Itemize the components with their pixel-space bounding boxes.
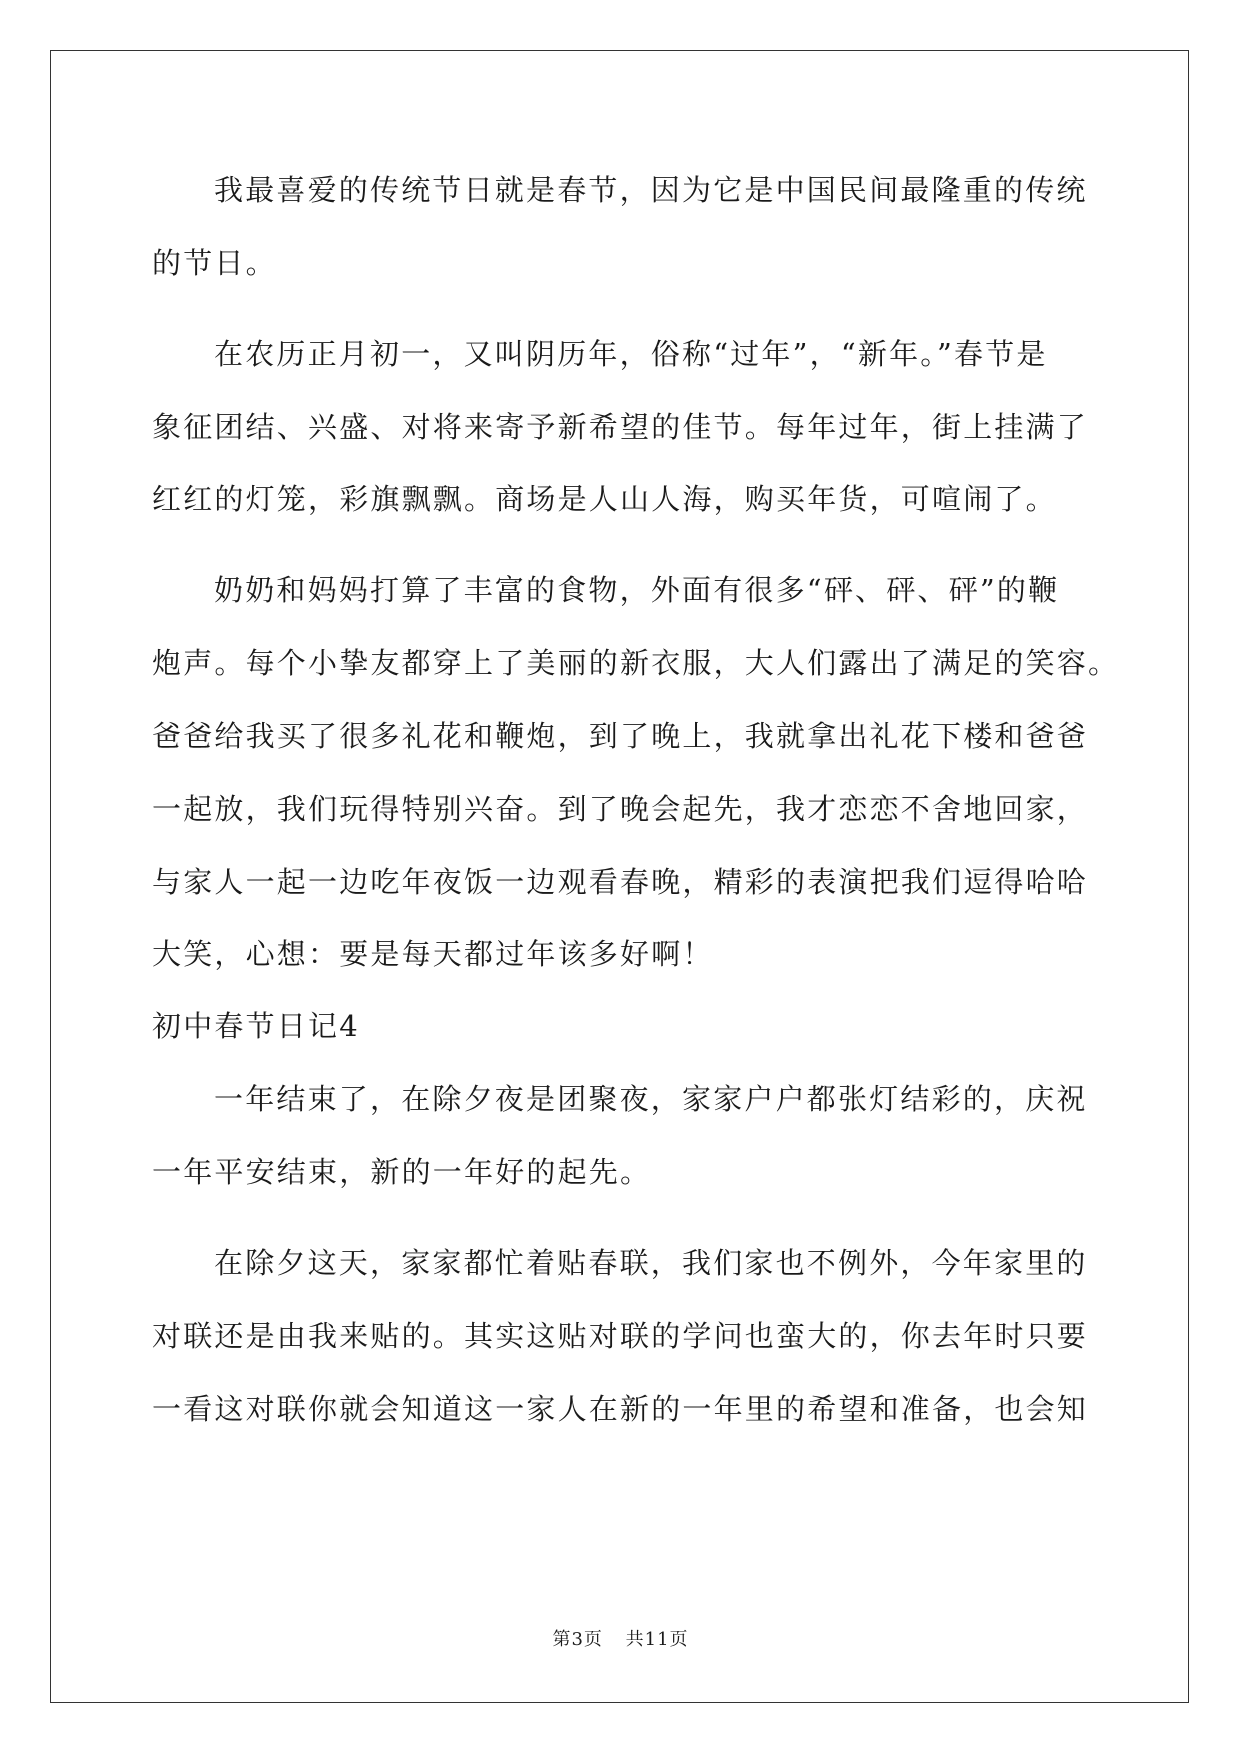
paragraph-line: 在除夕这天，家家都忙着贴春联，我们家也不例外，今年家里的 <box>214 1246 1088 1280</box>
section-heading: 初中春节日记4 <box>152 1009 360 1043</box>
paragraph-line: 对联还是由我来贴的。其实这贴对联的学问也蛮大的，你去年时只要 <box>152 1319 1089 1353</box>
paragraph-line: 红红的灯笼，彩旗飘飘。商场是人山人海，购买年货，可喧闹了。 <box>152 482 1057 516</box>
page-number: 第3页 <box>552 1629 603 1650</box>
paragraph-line: 炮声。每个小挚友都穿上了美丽的新衣服，大人们露出了满足的笑容。 <box>152 646 1120 680</box>
page-footer <box>0 1625 1241 1651</box>
paragraph-line: 的节日。 <box>152 246 277 280</box>
paragraph-line: 一看这对联你就会知道这一家人在新的一年里的希望和准备，也会知 <box>152 1392 1089 1426</box>
paragraph-line: 大笑，心想：要是每天都过年该多好啊！ <box>152 937 714 971</box>
paragraph-line: 与家人一起一边吃年夜饭一边观看春晚，精彩的表演把我们逗得哈哈 <box>152 865 1089 899</box>
paragraph-line: 象征团结、兴盛、对将来寄予新希望的佳节。每年过年，街上挂满了 <box>152 410 1089 444</box>
paragraph-line: 在农历正月初一，又叫阴历年，俗称“过年”，“新年。”春节是 <box>214 337 1048 371</box>
paragraph-line: 一年结束了，在除夕夜是团聚夜，家家户户都张灯结彩的，庆祝 <box>214 1082 1088 1116</box>
paragraph-line: 奶奶和妈妈打算了丰富的食物，外面有很多“砰、砰、砰”的鞭 <box>214 573 1060 607</box>
paragraph-line: 爸爸给我买了很多礼花和鞭炮，到了晚上，我就拿出礼花下楼和爸爸 <box>152 719 1089 753</box>
paragraph-line: 一年平安结束，新的一年好的起先。 <box>152 1155 652 1189</box>
page-total: 共11页 <box>625 1629 689 1650</box>
paragraph-line: 一起放，我们玩得特别兴奋。到了晚会起先，我才恋恋不舍地回家， <box>152 792 1089 826</box>
paragraph-line: 我最喜爱的传统节日就是春节，因为它是中国民间最隆重的传统 <box>214 173 1088 207</box>
